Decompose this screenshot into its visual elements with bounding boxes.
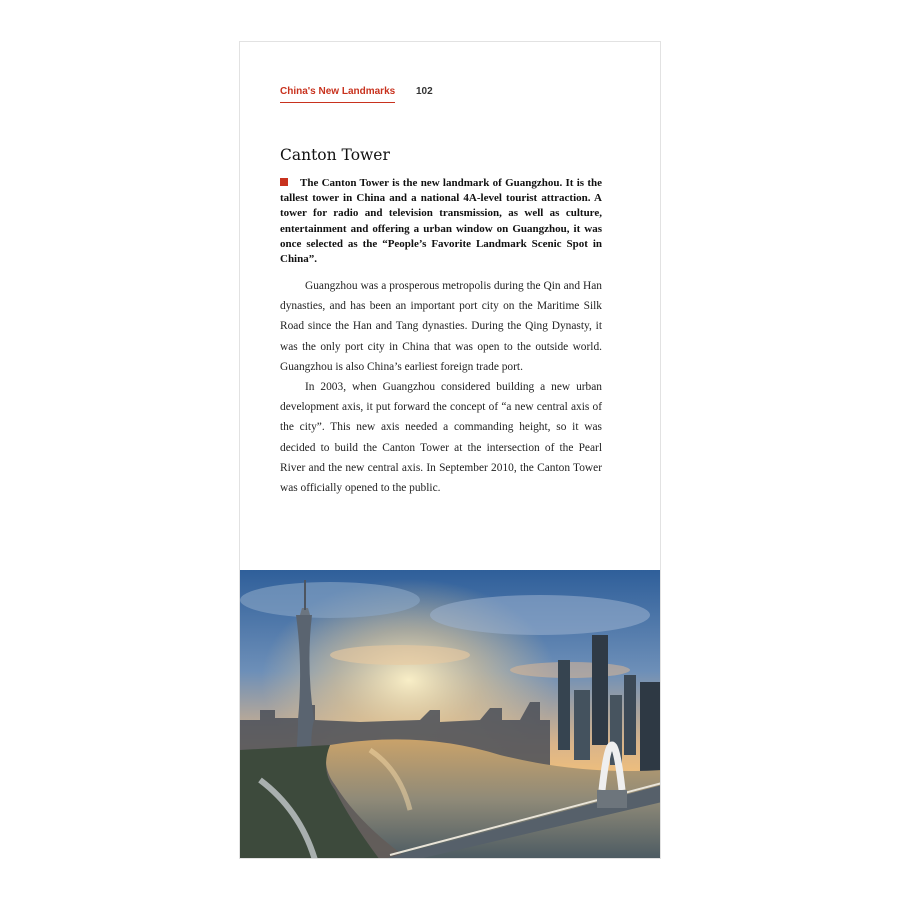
page-number: 102 (415, 86, 433, 97)
red-square-bullet-icon (280, 178, 288, 186)
running-header (280, 86, 433, 106)
canton-tower-photo (240, 570, 661, 859)
lead-paragraph (280, 176, 602, 267)
body-paragraph: Guangzhou was a prosperous metropolis during the Qin and Han dynasties, and has been an important port city on the Maritime Silk Road since the Han and Tang dynasties. During the Qing Dynasty, it was the only port city in China that was open to the outside world. Guangzhou is also China’s earliest foreign trade port. (280, 280, 602, 373)
article-title: Canton Tower (280, 146, 390, 164)
lead-text: The Canton Tower is the new landmark of Guangzhou. It is the tallest tower in China and a national 4A-level tourist attraction. A tower for radio and television transmission, as well as culture, entertainment and offering a urban window on Guangzhou, it was once selected as the “People’s Favorite Landmark Scenic Spot in China”. (280, 177, 602, 266)
article-body (280, 276, 602, 498)
body-paragraph: In 2003, when Guangzhou considered building a new urban development axis, it put forward the concept of “a new central axis of the city”. This new axis needed a commanding height, so it was decided to build the Canton Tower at the intersection of the Pearl River and the new central axis. In September 2010, the Canton Tower was officially opened to the public. (280, 381, 602, 495)
section-title: China's New Landmarks (280, 86, 395, 103)
book-page (239, 41, 661, 859)
